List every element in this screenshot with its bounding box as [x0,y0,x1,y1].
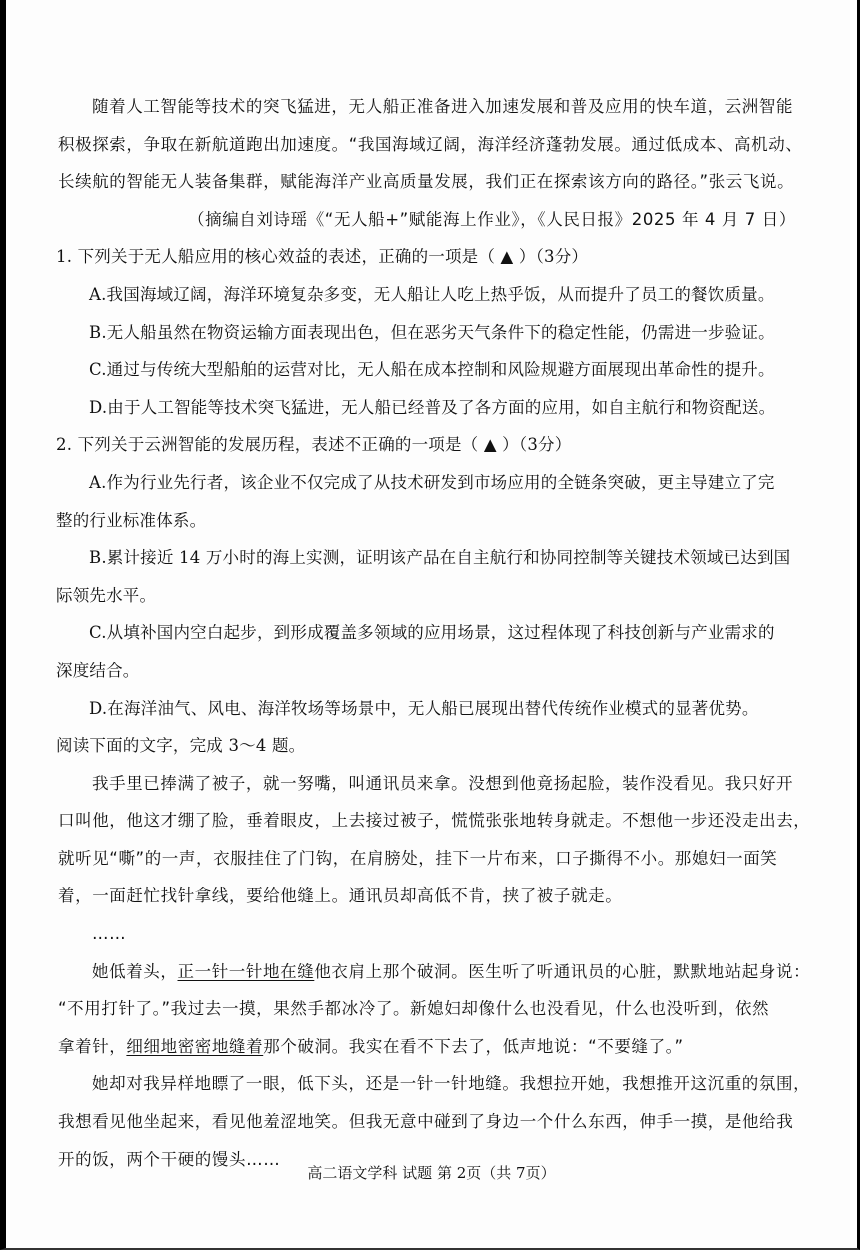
question-2-option-a: A.作为行业先行者，该企业不仅完成了从技术研发到市场应用的全链条突破，更主导建立了完 [89,472,775,492]
question-2-option-b: B.累计接近 14 万小时的海上实测，证明该产品在自主航行和协同控制等关键技术领域已达到国 [89,548,791,568]
passage-line: 积极探索，争取在新航道跑出加速度。“我国海域辽阔，海洋经济蓬勃发展。通过低成本、高机动、 [58,134,803,154]
story-line: 我手里已捧满了被子，就一努嘴，叫通讯员来拿。没想到他竟扬起脸，装作没看见。我只好开 [92,773,794,793]
question-2-option-d: D.在海洋油气、风电、海洋牧场等场景中，无人船已展现出替代传统作业模式的显著优势。 [89,698,759,718]
story-line: 开的饭，两个干硬的馒头…… [58,1149,281,1169]
question-1-option-a: A.我国海域辽阔，海洋环境复杂多变，无人船让人吃上热乎饭，从而提升了员工的餐饮质量。 [89,284,775,304]
story-line [6,1028,860,1066]
story-text: 她低着头， [92,961,178,981]
passage-source: （摘编自刘诗瑶《“无人船+”赋能海上作业》，《人民日报》2025 年 4 月 7 日） [188,209,796,229]
story-ellipsis: …… [92,924,127,944]
story-line: 我想看见他坐起来，看见他羞涩地笑。但我无意中碰到了身边一个什么东西，伸手一摸，是他给我 [58,1112,794,1132]
story-line [6,953,860,991]
question-2-option-c: C.从填补国内空白起步，到形成覆盖多领域的应用场景，这过程体现了科技创新与产业需求的 [89,623,775,643]
question-1-option-d: D.由于人工智能等技术突飞猛进，无人船已经普及了各方面的应用，如自主航行和物资配送。 [89,397,776,417]
question-2-option-c-cont: 深度结合。 [56,660,140,680]
page-footer: 高二语文学科 试题 第 2页（共 7页） [307,1164,556,1182]
story-line: 就听见“嘶”的一声，衣服挂住了门钩，在肩膀处，挂下一片布来，口子撕得不小。那媳妇一面笑 [58,848,778,868]
question-1-option-b: B.无人船虽然在物资运输方面表现出色，但在恶劣天气条件下的稳定性能，仍需进一步验证。 [89,322,775,342]
passage-line: 随着人工智能等技术的突飞猛进，无人船正准备进入加速发展和普及应用的快车道，云洲智能 [92,97,794,116]
question-2-option-a-cont: 整的行业标准体系。 [56,510,207,530]
question-1-option-c: C.通过与传统大型船舶的运营对比，无人船在成本控制和风险规避方面展现出革命性的提升。 [89,360,775,380]
underlined-phrase: 细细地密密地缝着 [126,1036,264,1056]
story-line: “不用打针了。”我过去一摸，果然手都冰冷了。新媳妇却像什么也没看见，什么也没听到，依然 [58,999,770,1019]
story-text: 拿着针， [58,1036,127,1056]
story-text: 他衣肩上那个破洞。医生听了听通讯员的心脏，默默地站起身说： [314,961,811,981]
passage-line: 长续航的智能无人装备集群，赋能海洋产业高质量发展，我们正在探索该方向的路径。”张云飞说。 [58,172,795,192]
question-2-stem: 2. 下列关于云洲智能的发展历程，表述不正确的一项是（ ▲ ）（3分） [56,435,572,455]
page-content [6,88,860,1178]
story-line: 她却对我异样地瞟了一眼，低下头，还是一针一针地缝。我想拉开她，我想推开这沉重的氛围， [92,1074,811,1094]
question-2-option-b-cont: 际领先水平。 [56,585,157,605]
question-1-stem: 1. 下列关于无人船应用的核心效益的表述，正确的一项是（ ▲ ）（3分） [56,247,589,267]
story-line: 口叫他，他这才绷了脸，垂着眼皮，上去接过被子，慌慌张张地转身就走。不想他一步还没走出去， [58,811,811,831]
reading-instruction: 阅读下面的文字，完成 3～4 题。 [56,736,306,756]
underlined-phrase: 正一针一针地在缝 [177,961,315,981]
story-line: 着，一面赶忙找针拿线，要给他缝上。通讯员却高低不肯，挟了被子就走。 [58,886,623,906]
story-text: 那个破洞。我实在看不下去了，低声地说：“不要缝了。” [263,1036,684,1056]
